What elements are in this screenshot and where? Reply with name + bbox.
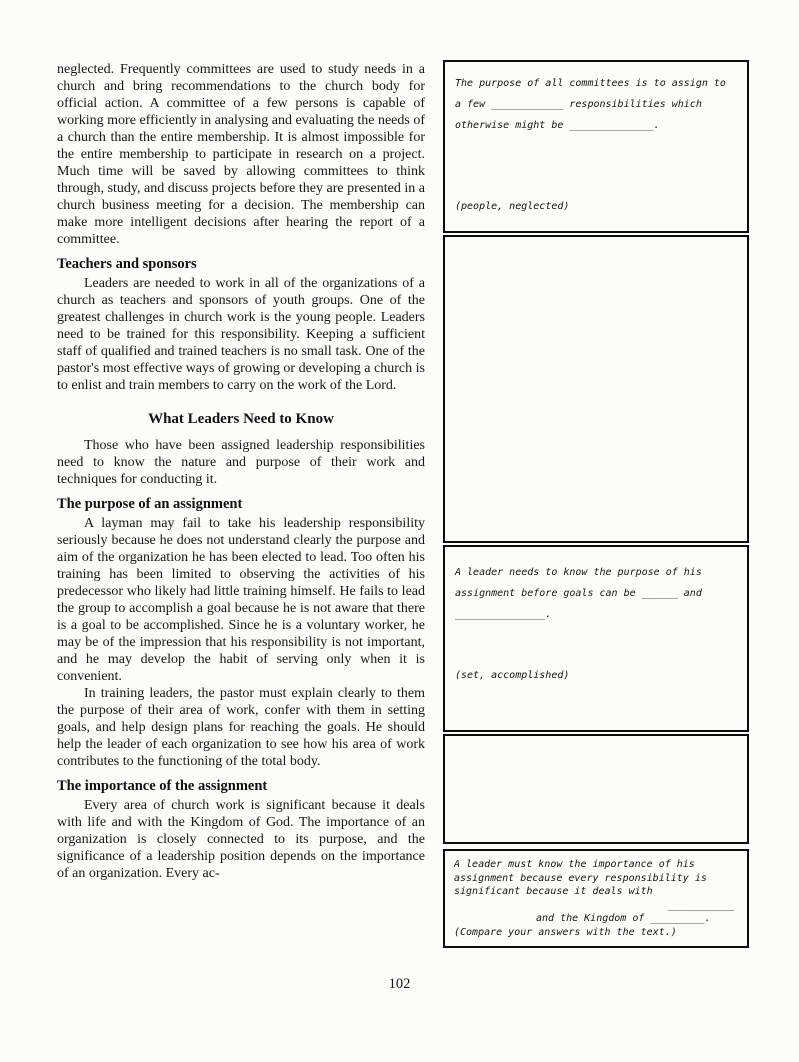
section-heading-what-leaders-need-to-know: What Leaders Need to Know: [148, 411, 334, 427]
empty-response-frame-1: [443, 235, 749, 543]
frame-compare-note: (Compare your answers with the text.): [454, 926, 677, 938]
frame-blank-line: ___________: [667, 899, 734, 911]
body-text-column: [57, 61, 425, 882]
frame-text-line-with-blank: otherwise might be ______________.: [455, 120, 660, 131]
frame-text-line-with-blank: assignment before goals can be ______ and: [455, 588, 702, 599]
page-number: 102: [388, 976, 411, 992]
frame-text-line-with-blank: _______________.: [455, 609, 552, 620]
heading-teachers-and-sponsors: Teachers and sponsors: [57, 256, 197, 272]
frame-text-line: The purpose of all committees is to assign to: [455, 78, 726, 89]
review-frame-purpose-of-assignment: [443, 545, 749, 732]
paragraph-importance: Every area of church work is significant because it deals with life and with the Kingdom of God. The importance of an organization is closely connected to its purpose, and the significance of a leadership position depends on the importance of an organization. Every ac-: [57, 798, 425, 881]
paragraph-purpose-1: A layman may fail to take his leadership responsibility seriously because he does not understand clearly the purpose and aim of the organization he has been elected to lead. Too often his training has been limited to observing the activities of his predecessor who likely had little training himself. He fails to lead the group to accomplish a goal because he is not aware that there is a goal to be accomplished. Since he is a voluntary worker, he may be of the impression that his responsibility is not important, and he may develop the habit of serving only when it is convenient.: [57, 516, 425, 684]
paragraph-committees: neglected. Frequently committees are used to study needs in a church and bring recommendations to the church body for official action. A committee of a few persons is capable of working more efficiently in analysing and evaluating the needs of a church than the entire membership. It is almost impossible for the entire membership to participate in research on a project. Much time will be saved by allowing committees to think through, study, and discuss projects before they are presented in a church business meeting for a decision. The membership can make more intelligent decisions after hearing the report of a committee.: [57, 62, 425, 247]
frame-text-line: A leader must know the importance of his: [454, 859, 695, 870]
frame-text-line-with-blank: a few ____________ responsibilities which: [455, 99, 702, 110]
frame-answer-key: (set, accomplished): [455, 670, 570, 681]
frame-text-line: significant because it deals with: [454, 886, 653, 897]
frame-text-line: A leader needs to know the purpose of his: [455, 567, 702, 578]
frame-text-line: assignment because every responsibility is: [454, 872, 707, 884]
empty-response-frame-2: [443, 734, 749, 844]
review-frame-importance-of-assignment: [443, 849, 749, 948]
paragraph-those-assigned: Those who have been assigned leadership responsibilities need to know the nature and purpose of their work and techniques for conducting it.: [57, 438, 425, 487]
heading-purpose-of-assignment: The purpose of an assignment: [57, 496, 243, 512]
paragraph-teachers: Leaders are needed to work in all of the organizations of a church as teachers and sponsors of youth groups. One of the greatest challenges in church work is the young people. Leaders need to be trained for this responsibility. Keeping a sufficient staff of qualified and trained teachers is no small task. One of the pastor's most effective ways of growing or developing a church is to enlist and train members to carry on the work of the Lord.: [57, 276, 425, 393]
frame-answer-key: (people, neglected): [455, 201, 570, 212]
heading-importance-of-assignment: The importance of the assignment: [57, 778, 268, 794]
frame-text-line-with-blank: and the Kingdom of _________.: [536, 913, 711, 924]
paragraph-purpose-2: In training leaders, the pastor must explain clearly to them the purpose of their area of work, confer with them in setting goals, and help design plans for reaching the goals. He should help the leader of each organization to see how his area of work contributes to the functioning of the total body.: [57, 686, 425, 769]
review-frame-purpose-of-committees: [443, 60, 749, 233]
